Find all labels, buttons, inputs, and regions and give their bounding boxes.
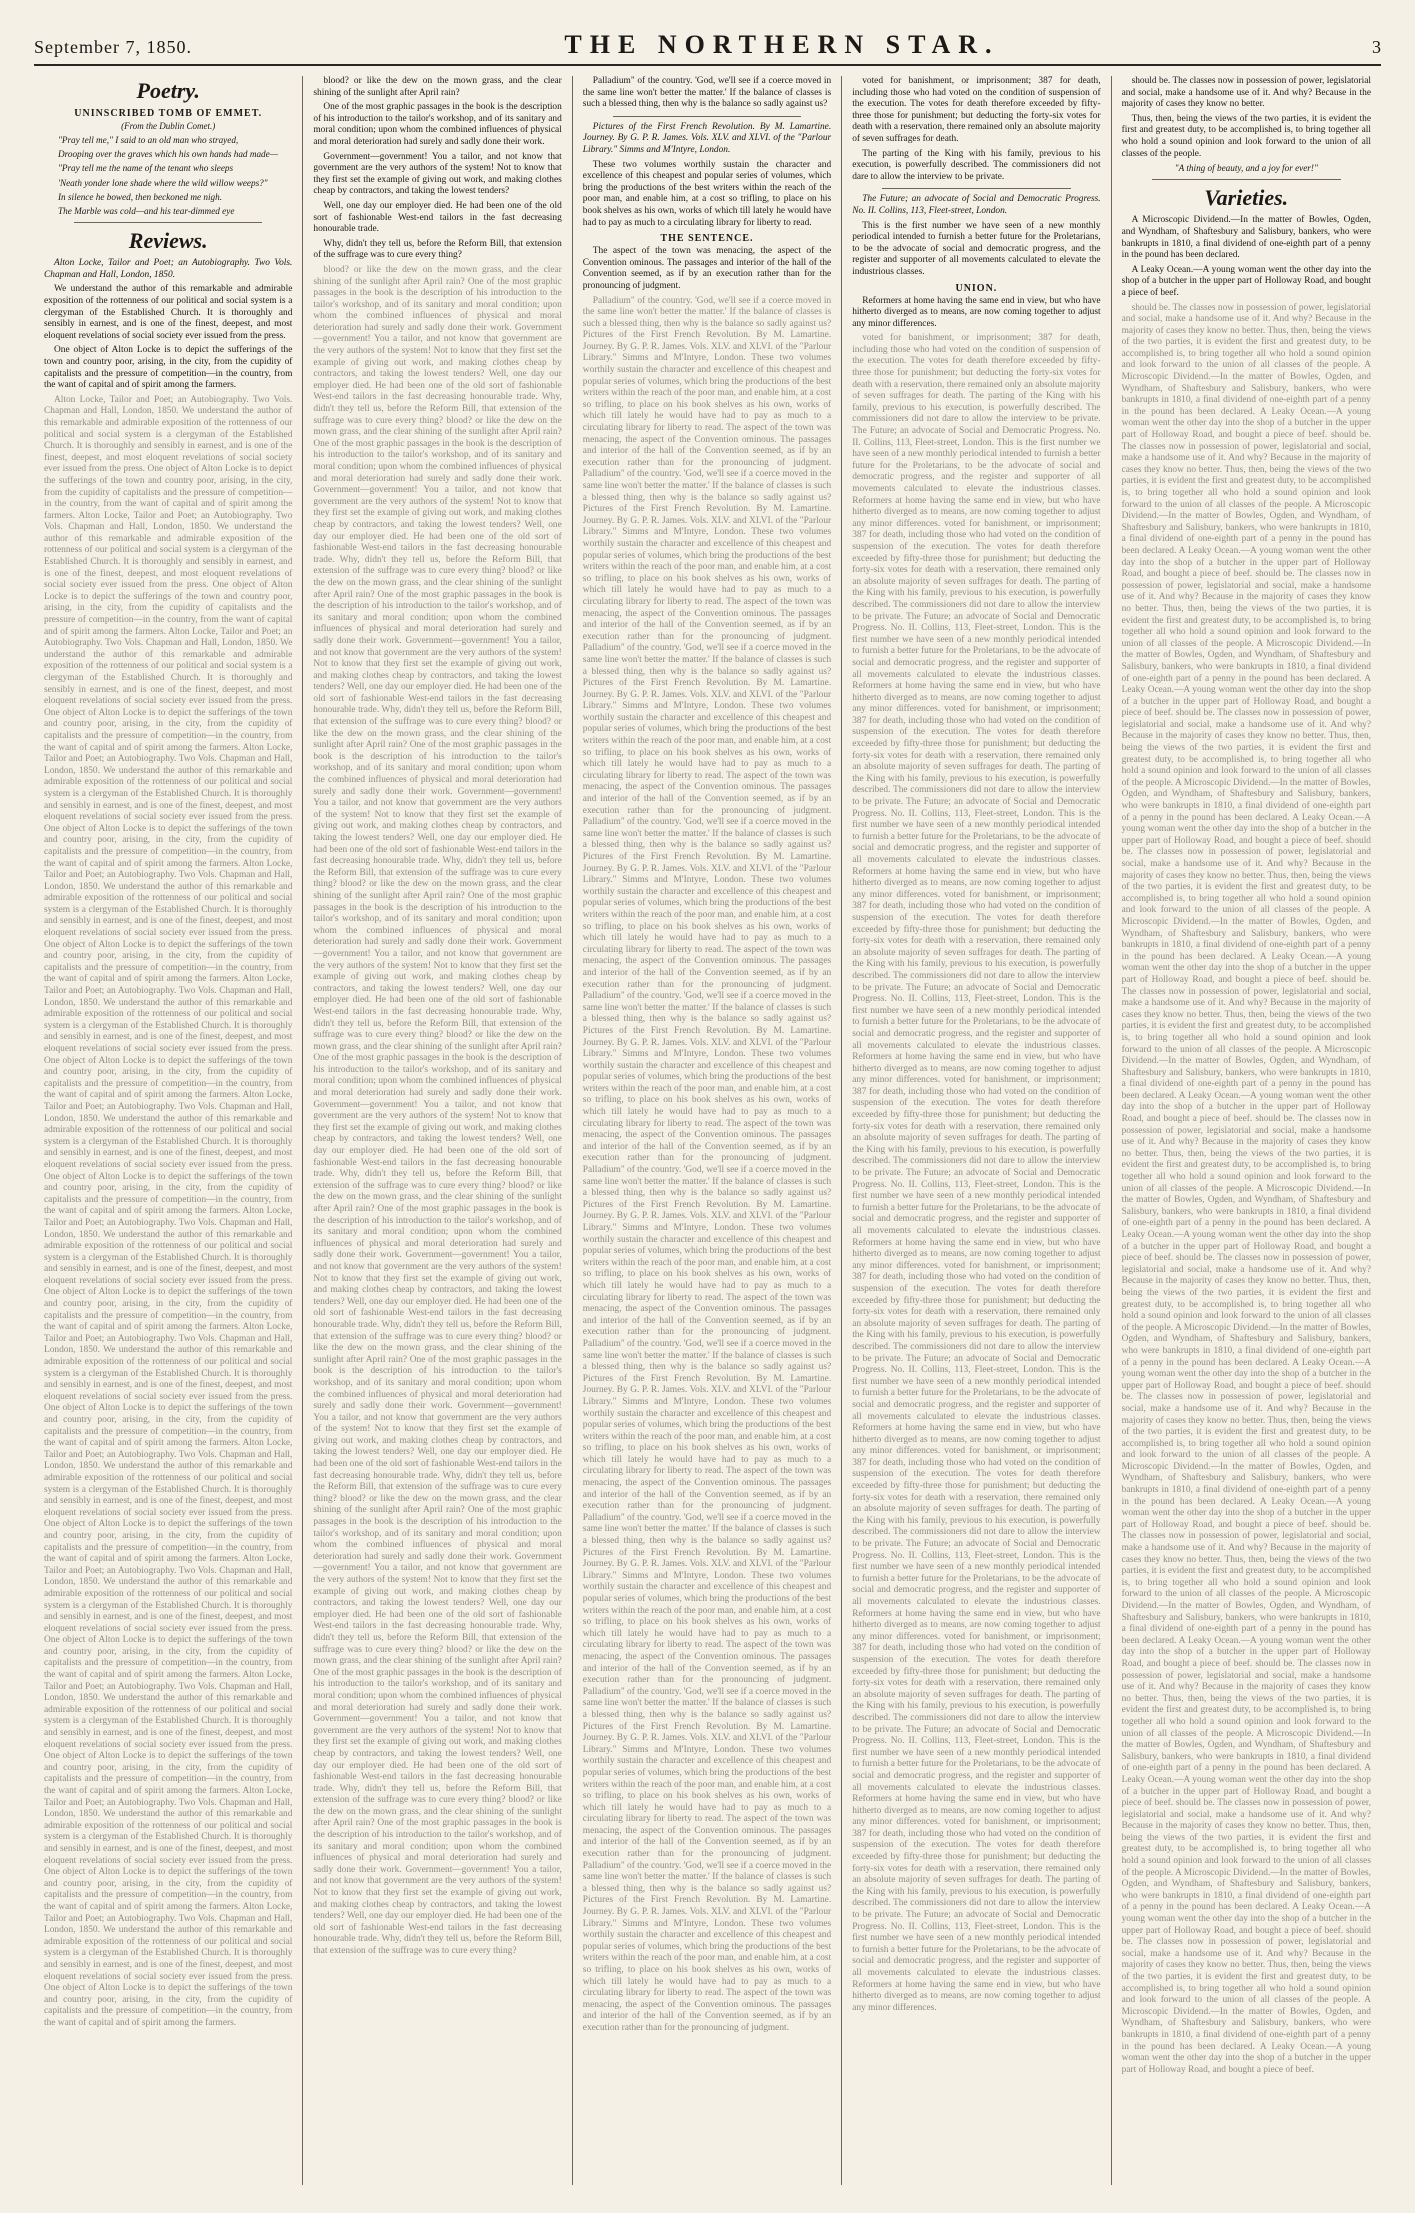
article-paragraph: voted for banishment, or imprisonment; 387 for death, including those who had voted on the condition of suspension of the execution. The votes for death therefore exceeded by fifty-three those for punishment; but deducting the forty-six votes for death with a reservation, there remained only an absolute majority of seven suffrages for death. (852, 76, 1101, 144)
article-paragraph: A Leaky Ocean.—A young woman went the other day into the shop of a butcher in the upper part of Holloway Road, and bought a piece of beef. (1121, 264, 1371, 298)
poem-line: "Pray tell me," I said to an old man who strayed, (58, 135, 239, 145)
column-1 (34, 76, 303, 2185)
masthead-date: September 7, 1850. (34, 37, 192, 57)
article-paragraph: should be. The classes now in possession of power, legislatorial and social, make a handsome use of it. And why? Because in the majority of cases they know no better. Thus, then, being the views of the two parties, it is evident the first and greatest duty, to be accomplished is, to bring together all who hold a sound opinion and look forward to the union of all classes of the people. A Microscopic Dividend.—In the matter of Bowles, Ogden, and Wyndham, of Shaftesbury and Salisbury, bankers, who were bankrupts in 1810, a final dividend of one-eighth part of a penny in the pound has been declared. A Leaky Ocean.—A young woman went the other day into the shop of a butcher in the upper part of Holloway Road, and bought a piece of beef. should be. The classes now in possession of power, legislatorial and social, make a handsome use of it. And why? Because in the majority of cases they know no better. Thus, then, being the views of the two parties, it is evident the first and greatest duty, to be accomplished is, to bring together all who hold a sound opinion and look forward to the union of all classes of the people. A Microscopic Dividend.—In the matter of Bowles, Ogden, and Wyndham, of Shaftesbury and Salisbury, bankers, who were bankrupts in 1810, a final dividend of one-eighth part of a penny in the pound has been declared. A Leaky Ocean.—A young woman went the other day into the shop of a butcher in the upper part of Holloway Road, and bought a piece of beef. should be. The classes now in possession of power, legislatorial and social, make a handsome use of it. And why? Because in the majority of cases they know no better. Thus, then, being the views of the two parties, it is evident the first and greatest duty, to be accomplished is, to bring together all who hold a sound opinion and look forward to the union of all classes of the people. A Microscopic Dividend.—In the matter of Bowles, Ogden, and Wyndham, of Shaftesbury and Salisbury, bankers, who were bankrupts in 1810, a final dividend of one-eighth part of a penny in the pound has been declared. A Leaky Ocean.—A young woman went the other day into the shop of a butcher in the upper part of Holloway Road, and bought a piece of beef. should be. The classes now in possession of power, legislatorial and social, make a handsome use of it. And why? Because in the majority of cases they know no better. Thus, then, being the views of the two parties, it is evident the first and greatest duty, to be accomplished is, to bring together all who hold a sound opinion and look forward to the union of all classes of the people. A Microscopic Dividend.—In the matter of Bowles, Ogden, and Wyndham, of Shaftesbury and Salisbury, bankers, who were bankrupts in 1810, a final dividend of one-eighth part of a penny in the pound has been declared. A Leaky Ocean.—A young woman went the other day into the shop of a butcher in the upper part of Holloway Road, and bought a piece of beef. should be. The classes now in possession of power, legislatorial and social, make a handsome use of it. And why? Because in the majority of cases they know no better. Thus, then, being the views of the two parties, it is evident the first and greatest duty, to be accomplished is, to bring together all who hold a sound opinion and look forward to the union of all classes of the people. A Microscopic Dividend.—In the matter of Bowles, Ogden, and Wyndham, of Shaftesbury and Salisbury, bankers, who were bankrupts in 1810, a final dividend of one-eighth part of a penny in the pound has been declared. A Leaky Ocean.—A young woman went the other day into the shop of a butcher in the upper part of Holloway Road, and bought a piece of beef. should be. The classes now in possession of power, legislatorial and social, make a handsome use of it. And why? Because in the majority of cases they know no better. Thus, then, being the views of the two parties, it is evident the first and greatest duty, to be accomplished is, to bring together all who hold a sound opinion and look forward to the union of all classes of the people. A Microscopic Dividend.—In the matter of Bowles, Ogden, and Wyndham, of Shaftesbury and Salisbury, bankers, who were bankrupts in 1810, a final dividend of one-eighth part of a penny in the pound has been declared. A Leaky Ocean.—A young woman went the other day into the shop of a butcher in the upper part of Holloway Road, and bought a piece of beef. should be. The classes now in possession of power, legislatorial and social, make a handsome use of it. And why? Because in the majority of cases they know no better. Thus, then, being the views of the two parties, it is evident the first and greatest duty, to be accomplished is, to bring together all who hold a sound opinion and look forward to the union of all classes of the people. A Microscopic Dividend.—In the matter of Bowles, Ogden, and Wyndham, of Shaftesbury and Salisbury, bankers, who were bankrupts in 1810, a final dividend of one-eighth part of a penny in the pound has been declared. A Leaky Ocean.—A young woman went the other day into the shop of a butcher in the upper part of Holloway Road, and bought a piece of beef. should be. The classes now in possession of power, legislatorial and social, make a handsome use of it. And why? Because in the majority of cases they know no better. Thus, then, being the views of the two parties, it is evident the first and greatest duty, to be accomplished is, to bring together all who hold a sound opinion and look forward to the union of all classes of the people. A Microscopic Dividend.—In the matter of Bowles, Ogden, and Wyndham, of Shaftesbury and Salisbury, bankers, who were bankrupts in 1810, a final dividend of one-eighth part of a penny in the pound has been declared. A Leaky Ocean.—A young woman went the other day into the shop of a butcher in the upper part of Holloway Road, and bought a piece of beef. should be. The classes now in possession of power, legislatorial and social, make a handsome use of it. And why? Because in the majority of cases they know no better. Thus, then, being the views of the two parties, it is evident the first and greatest duty, to be accomplished is, to bring together all who hold a sound opinion and look forward to the union of all classes of the people. A Microscopic Dividend.—In the matter of Bowles, Ogden, and Wyndham, of Shaftesbury and Salisbury, bankers, who were bankrupts in 1810, a final dividend of one-eighth part of a penny in the pound has been declared. A Leaky Ocean.—A young woman went the other day into the shop of a butcher in the upper part of Holloway Road, and bought a piece of beef. should be. The classes now in possession of power, legislatorial and social, make a handsome use of it. And why? Because in the majority of cases they know no better. Thus, then, being the views of the two parties, it is evident the first and greatest duty, to be accomplished is, to bring together all who hold a sound opinion and look forward to the union of all classes of the people. A Microscopic Dividend.—In the matter of Bowles, Ogden, and Wyndham, of Shaftesbury and Salisbury, bankers, who were bankrupts in 1810, a final dividend of one-eighth part of a penny in the pound has been declared. A Leaky Ocean.—A young woman went the other day into the shop of a butcher in the upper part of Holloway Road, and bought a piece of beef. should be. The classes now in possession of power, legislatorial and social, make a handsome use of it. And why? Because in the majority of cases they know no better. Thus, then, being the views of the two parties, it is evident the first and greatest duty, to be accomplished is, to bring together all who hold a sound opinion and look forward to the union of all classes of the people. A Microscopic Dividend.—In the matter of Bowles, Ogden, and Wyndham, of Shaftesbury and Salisbury, bankers, who were bankrupts in 1810, a final dividend of one-eighth part of a penny in the pound has been declared. A Leaky Ocean.—A young woman went the other day into the shop of a butcher in the upper part of Holloway Road, and bought a piece of beef. should be. The classes now in possession of power, legislatorial and social, make a handsome use of it. And why? Because in the majority of cases they know no better. Thus, then, being the views of the two parties, it is evident the first and greatest duty, to be accomplished is, to bring together all who hold a sound opinion and look forward to the union of all classes of the people. A Microscopic Dividend.—In the matter of Bowles, Ogden, and Wyndham, of Shaftesbury and Salisbury, bankers, who were bankrupts in 1810, a final dividend of one-eighth part of a penny in the pound has been declared. A Leaky Ocean.—A young woman went the other day into the shop of a butcher in the upper part of Holloway Road, and bought a piece of beef. should be. The classes now in possession of power, legislatorial and social, make a handsome use of it. And why? Because in the majority of cases they know no better. Thus, then, being the views of the two parties, it is evident the first and greatest duty, to be accomplished is, to bring together all who hold a sound opinion and look forward to the union of all classes of the people. A Microscopic Dividend.—In the matter of Bowles, Ogden, and Wyndham, of Shaftesbury and Salisbury, bankers, who were bankrupts in 1810, a final dividend of one-eighth part of a penny in the pound has been declared. A Leaky Ocean.—A young woman went the other day into the shop of a butcher in the upper part of Holloway Road, and bought a piece of beef. (1121, 302, 1371, 2075)
review-title: Pictures of the First French Revolution. By M. Lamartine. Journey. By G. P. R. James. Vols. XLV. and XLVI. of the "Parlour Library." Simms and M'Intyre, London. (582, 121, 832, 155)
article-paragraph: blood? or like the dew on the mown grass, and the clear shining of the sunlight after April rain? One of the most graphic passages in the book is the description of his introduction to the tailor's workshop, and of its sanitary and moral condition; upon whom the combined influences of physical and moral deterioration had surely and sadly done their work. Government—government! You a tailor, and not know that government are the very authors of the system! Not to know that they first set the example of giving out work, and making clothes cheap by contractors, and taking the lowest tenders? Well, one day our employer died. He had been one of the old sort of fashionable West-end tailors in the fast decreasing honourable trade. Why, didn't they tell us, before the Reform Bill, that extension of the suffrage was to cure every thing? blood? or like the dew on the mown grass, and the clear shining of the sunlight after April rain? One of the most graphic passages in the book is the description of his introduction to the tailor's workshop, and of its sanitary and moral condition; upon whom the combined influences of physical and moral deterioration had surely and sadly done their work. Government—government! You a tailor, and not know that government are the very authors of the system! Not to know that they first set the example of giving out work, and making clothes cheap by contractors, and taking the lowest tenders? Well, one day our employer died. He had been one of the old sort of fashionable West-end tailors in the fast decreasing honourable trade. Why, didn't they tell us, before the Reform Bill, that extension of the suffrage was to cure every thing? blood? or like the dew on the mown grass, and the clear shining of the sunlight after April rain? One of the most graphic passages in the book is the description of his introduction to the tailor's workshop, and of its sanitary and moral condition; upon whom the combined influences of physical and moral deterioration had surely and sadly done their work. Government—government! You a tailor, and not know that government are the very authors of the system! Not to know that they first set the example of giving out work, and making clothes cheap by contractors, and taking the lowest tenders? Well, one day our employer died. He had been one of the old sort of fashionable West-end tailors in the fast decreasing honourable trade. Why, didn't they tell us, before the Reform Bill, that extension of the suffrage was to cure every thing? blood? or like the dew on the mown grass, and the clear shining of the sunlight after April rain? One of the most graphic passages in the book is the description of his introduction to the tailor's workshop, and of its sanitary and moral condition; upon whom the combined influences of physical and moral deterioration had surely and sadly done their work. Government—government! You a tailor, and not know that government are the very authors of the system! Not to know that they first set the example of giving out work, and making clothes cheap by contractors, and taking the lowest tenders? Well, one day our employer died. He had been one of the old sort of fashionable West-end tailors in the fast decreasing honourable trade. Why, didn't they tell us, before the Reform Bill, that extension of the suffrage was to cure every thing? blood? or like the dew on the mown grass, and the clear shining of the sunlight after April rain? One of the most graphic passages in the book is the description of his introduction to the tailor's workshop, and of its sanitary and moral condition; upon whom the combined influences of physical and moral deterioration had surely and sadly done their work. Government—government! You a tailor, and not know that government are the very authors of the system! Not to know that they first set the example of giving out work, and making clothes cheap by contractors, and taking the lowest tenders? Well, one day our employer died. He had been one of the old sort of fashionable West-end tailors in the fast decreasing honourable trade. Why, didn't they tell us, before the Reform Bill, that extension of the suffrage was to cure every thing? blood? or like the dew on the mown grass, and the clear shining of the sunlight after April rain? One of the most graphic passages in the book is the description of his introduction to the tailor's workshop, and of its sanitary and moral condition; upon whom the combined influences of physical and moral deterioration had surely and sadly done their work. Government—government! You a tailor, and not know that government are the very authors of the system! Not to know that they first set the example of giving out work, and making clothes cheap by contractors, and taking the lowest tenders? Well, one day our employer died. He had been one of the old sort of fashionable West-end tailors in the fast decreasing honourable trade. Why, didn't they tell us, before the Reform Bill, that extension of the suffrage was to cure every thing? blood? or like the dew on the mown grass, and the clear shining of the sunlight after April rain? One of the most graphic passages in the book is the description of his introduction to the tailor's workshop, and of its sanitary and moral condition; upon whom the combined influences of physical and moral deterioration had surely and sadly done their work. Government—government! You a tailor, and not know that government are the very authors of the system! Not to know that they first set the example of giving out work, and making clothes cheap by contractors, and taking the lowest tenders? Well, one day our employer died. He had been one of the old sort of fashionable West-end tailors in the fast decreasing honourable trade. Why, didn't they tell us, before the Reform Bill, that extension of the suffrage was to cure every thing? blood? or like the dew on the mown grass, and the clear shining of the sunlight after April rain? One of the most graphic passages in the book is the description of his introduction to the tailor's workshop, and of its sanitary and moral condition; upon whom the combined influences of physical and moral deterioration had surely and sadly done their work. Government—government! You a tailor, and not know that government are the very authors of the system! Not to know that they first set the example of giving out work, and making clothes cheap by contractors, and taking the lowest tenders? Well, one day our employer died. He had been one of the old sort of fashionable West-end tailors in the fast decreasing honourable trade. Why, didn't they tell us, before the Reform Bill, that extension of the suffrage was to cure every thing? blood? or like the dew on the mown grass, and the clear shining of the sunlight after April rain? One of the most graphic passages in the book is the description of his introduction to the tailor's workshop, and of its sanitary and moral condition; upon whom the combined influences of physical and moral deterioration had surely and sadly done their work. Government—government! You a tailor, and not know that government are the very authors of the system! Not to know that they first set the example of giving out work, and making clothes cheap by contractors, and taking the lowest tenders? Well, one day our employer died. He had been one of the old sort of fashionable West-end tailors in the fast decreasing honourable trade. Why, didn't they tell us, before the Reform Bill, that extension of the suffrage was to cure every thing? blood? or like the dew on the mown grass, and the clear shining of the sunlight after April rain? One of the most graphic passages in the book is the description of his introduction to the tailor's workshop, and of its sanitary and moral condition; upon whom the combined influences of physical and moral deterioration had surely and sadly done their work. Government—government! You a tailor, and not know that government are the very authors of the system! Not to know that they first set the example of giving out work, and making clothes cheap by contractors, and taking the lowest tenders? Well, one day our employer died. He had been one of the old sort of fashionable West-end tailors in the fast decreasing honourable trade. Why, didn't they tell us, before the Reform Bill, that extension of the suffrage was to cure every thing? blood? or like the dew on the mown grass, and the clear shining of the sunlight after April rain? One of the most graphic passages in the book is the description of his introduction to the tailor's workshop, and of its sanitary and moral condition; upon whom the combined influences of physical and moral deterioration had surely and sadly done their work. Government—government! You a tailor, and not know that government are the very authors of the system! Not to know that they first set the example of giving out work, and making clothes cheap by contractors, and taking the lowest tenders? Well, one day our employer died. He had been one of the old sort of fashionable West-end tailors in the fast decreasing honourable trade. Why, didn't they tell us, before the Reform Bill, that extension of the suffrage was to cure every thing? (313, 264, 562, 1956)
article-paragraph: Thus, then, being the views of the two parties, it is evident the first and greatest duty, to be accomplished is, to bring together all who hold a sound opinion and look forward to the union of all classes of the people. (1121, 113, 1371, 159)
divider (882, 188, 1070, 189)
article-paragraph: voted for banishment, or imprisonment; 387 for death, including those who had voted on the condition of suspension of the execution. The votes for death therefore exceeded by fifty-three those for punishment; but deducting the forty-six votes for death with a reservation, there remained only an absolute majority of seven suffrages for death. The parting of the King with his family, previous to his execution, is powerfully described. The commissioners did not dare to allow the interview to be private. The Future; an advocate of Social and Democratic Progress. No. II. Collins, 113, Fleet-street, London. This is the first number we have seen of a new monthly periodical intended to furnish a better future for the Proletarians, to be the advocate of social and democratic progress, and the register and supporter of all movements calculated to elevate the industrious classes. Reformers at home having the same end in view, but who have hitherto diverged as to means, are now coming together to adjust any minor differences. voted for banishment, or imprisonment; 387 for death, including those who had voted on the condition of suspension of the execution. The votes for death therefore exceeded by fifty-three those for punishment; but deducting the forty-six votes for death with a reservation, there remained only an absolute majority of seven suffrages for death. The parting of the King with his family, previous to his execution, is powerfully described. The commissioners did not dare to allow the interview to be private. The Future; an advocate of Social and Democratic Progress. No. II. Collins, 113, Fleet-street, London. This is the first number we have seen of a new monthly periodical intended to furnish a better future for the Proletarians, to be the advocate of social and democratic progress, and the register and supporter of all movements calculated to elevate the industrious classes. Reformers at home having the same end in view, but who have hitherto diverged as to means, are now coming together to adjust any minor differences. voted for banishment, or imprisonment; 387 for death, including those who had voted on the condition of suspension of the execution. The votes for death therefore exceeded by fifty-three those for punishment; but deducting the forty-six votes for death with a reservation, there remained only an absolute majority of seven suffrages for death. The parting of the King with his family, previous to his execution, is powerfully described. The commissioners did not dare to allow the interview to be private. The Future; an advocate of Social and Democratic Progress. No. II. Collins, 113, Fleet-street, London. This is the first number we have seen of a new monthly periodical intended to furnish a better future for the Proletarians, to be the advocate of social and democratic progress, and the register and supporter of all movements calculated to elevate the industrious classes. Reformers at home having the same end in view, but who have hitherto diverged as to means, are now coming together to adjust any minor differences. voted for banishment, or imprisonment; 387 for death, including those who had voted on the condition of suspension of the execution. The votes for death therefore exceeded by fifty-three those for punishment; but deducting the forty-six votes for death with a reservation, there remained only an absolute majority of seven suffrages for death. The parting of the King with his family, previous to his execution, is powerfully described. The commissioners did not dare to allow the interview to be private. The Future; an advocate of Social and Democratic Progress. No. II. Collins, 113, Fleet-street, London. This is the first number we have seen of a new monthly periodical intended to furnish a better future for the Proletarians, to be the advocate of social and democratic progress, and the register and supporter of all movements calculated to elevate the industrious classes. Reformers at home having the same end in view, but who have hitherto diverged as to means, are now coming together to adjust any minor differences. voted for banishment, or imprisonment; 387 for death, including those who had voted on the condition of suspension of the execution. The votes for death therefore exceeded by fifty-three those for punishment; but deducting the forty-six votes for death with a reservation, there remained only an absolute majority of seven suffrages for death. The parting of the King with his family, previous to his execution, is powerfully described. The commissioners did not dare to allow the interview to be private. The Future; an advocate of Social and Democratic Progress. No. II. Collins, 113, Fleet-street, London. This is the first number we have seen of a new monthly periodical intended to furnish a better future for the Proletarians, to be the advocate of social and democratic progress, and the register and supporter of all movements calculated to elevate the industrious classes. Reformers at home having the same end in view, but who have hitherto diverged as to means, are now coming together to adjust any minor differences. voted for banishment, or imprisonment; 387 for death, including those who had voted on the condition of suspension of the execution. The votes for death therefore exceeded by fifty-three those for punishment; but deducting the forty-six votes for death with a reservation, there remained only an absolute majority of seven suffrages for death. The parting of the King with his family, previous to his execution, is powerfully described. The commissioners did not dare to allow the interview to be private. The Future; an advocate of Social and Democratic Progress. No. II. Collins, 113, Fleet-street, London. This is the first number we have seen of a new monthly periodical intended to furnish a better future for the Proletarians, to be the advocate of social and democratic progress, and the register and supporter of all movements calculated to elevate the industrious classes. Reformers at home having the same end in view, but who have hitherto diverged as to means, are now coming together to adjust any minor differences. voted for banishment, or imprisonment; 387 for death, including those who had voted on the condition of suspension of the execution. The votes for death therefore exceeded by fifty-three those for punishment; but deducting the forty-six votes for death with a reservation, there remained only an absolute majority of seven suffrages for death. The parting of the King with his family, previous to his execution, is powerfully described. The commissioners did not dare to allow the interview to be private. The Future; an advocate of Social and Democratic Progress. No. II. Collins, 113, Fleet-street, London. This is the first number we have seen of a new monthly periodical intended to furnish a better future for the Proletarians, to be the advocate of social and democratic progress, and the register and supporter of all movements calculated to elevate the industrious classes. Reformers at home having the same end in view, but who have hitherto diverged as to means, are now coming together to adjust any minor differences. voted for banishment, or imprisonment; 387 for death, including those who had voted on the condition of suspension of the execution. The votes for death therefore exceeded by fifty-three those for punishment; but deducting the forty-six votes for death with a reservation, there remained only an absolute majority of seven suffrages for death. The parting of the King with his family, previous to his execution, is powerfully described. The commissioners did not dare to allow the interview to be private. The Future; an advocate of Social and Democratic Progress. No. II. Collins, 113, Fleet-street, London. This is the first number we have seen of a new monthly periodical intended to furnish a better future for the Proletarians, to be the advocate of social and democratic progress, and the register and supporter of all movements calculated to elevate the industrious classes. Reformers at home having the same end in view, but who have hitherto diverged as to means, are now coming together to adjust any minor differences. voted for banishment, or imprisonment; 387 for death, including those who had voted on the condition of suspension of the execution. The votes for death therefore exceeded by fifty-three those for punishment; but deducting the forty-six votes for death with a reservation, there remained only an absolute majority of seven suffrages for death. The parting of the King with his family, previous to his execution, is powerfully described. The commissioners did not dare to allow the interview to be private. The Future; an advocate of Social and Democratic Progress. No. II. Collins, 113, Fleet-street, London. This is the first number we have seen of a new monthly periodical intended to furnish a better future for the Proletarians, to be the advocate of social and democratic progress, and the register and supporter of all movements calculated to elevate the industrious classes. Reformers at home having the same end in view, but who have hitherto diverged as to means, are now coming together to adjust any minor differences. (852, 333, 1101, 2013)
column-2 (303, 76, 572, 2185)
article-paragraph: This is the first number we have seen of a new monthly periodical intended to furnish a better future for the Proletarians, to be the advocate of social and democratic progress, and the register and supporter of all movements calculated to elevate the industrious classes. (852, 220, 1101, 277)
article-paragraph: We understand the author of this remarkable and admirable exposition of the rottenness of our political and social system is a clergyman of the Established Church. It is thoroughly and sensibly in earnest, and is one of the finest, deepest, and most eloquent revelations of social society ever issued from the press. (44, 284, 293, 341)
article-paragraph: Palladium" of the country. 'God, we'll see if a coerce moved in the same line won't better the matter.' If the balance of classes is such a blessed thing, then why is the balance so sadly against us? Pictures of the First French Revolution. By M. Lamartine. Journey. By G. P. R. James. Vols. XLV. and XLVI. of the "Parlour Library." Simms and M'Intyre, London. These two volumes worthily sustain the character and excellence of this cheapest and popular series of volumes, which bring the productions of the best writers within the reach of the poor man, and enable him, at a cost so trifling, to place on his book shelves as his own, works of which till lately he would have had to pay as much to a circulating library for liberty to read. The aspect of the town was menacing, the aspect of the Convention ominous. The passages and interior of the hall of the Convention seemed, as if by an execution rather than for the pronouncing of judgment. Palladium" of the country. 'God, we'll see if a coerce moved in the same line won't better the matter.' If the balance of classes is such a blessed thing, then why is the balance so sadly against us? Pictures of the First French Revolution. By M. Lamartine. Journey. By G. P. R. James. Vols. XLV. and XLVI. of the "Parlour Library." Simms and M'Intyre, London. These two volumes worthily sustain the character and excellence of this cheapest and popular series of volumes, which bring the productions of the best writers within the reach of the poor man, and enable him, at a cost so trifling, to place on his book shelves as his own, works of which till lately he would have had to pay as much to a circulating library for liberty to read. The aspect of the town was menacing, the aspect of the Convention ominous. The passages and interior of the hall of the Convention seemed, as if by an execution rather than for the pronouncing of judgment. Palladium" of the country. 'God, we'll see if a coerce moved in the same line won't better the matter.' If the balance of classes is such a blessed thing, then why is the balance so sadly against us? Pictures of the First French Revolution. By M. Lamartine. Journey. By G. P. R. James. Vols. XLV. and XLVI. of the "Parlour Library." Simms and M'Intyre, London. These two volumes worthily sustain the character and excellence of this cheapest and popular series of volumes, which bring the productions of the best writers within the reach of the poor man, and enable him, at a cost so trifling, to place on his book shelves as his own, works of which till lately he would have had to pay as much to a circulating library for liberty to read. The aspect of the town was menacing, the aspect of the Convention ominous. The passages and interior of the hall of the Convention seemed, as if by an execution rather than for the pronouncing of judgment. Palladium" of the country. 'God, we'll see if a coerce moved in the same line won't better the matter.' If the balance of classes is such a blessed thing, then why is the balance so sadly against us? Pictures of the First French Revolution. By M. Lamartine. Journey. By G. P. R. James. Vols. XLV. and XLVI. of the "Parlour Library." Simms and M'Intyre, London. These two volumes worthily sustain the character and excellence of this cheapest and popular series of volumes, which bring the productions of the best writers within the reach of the poor man, and enable him, at a cost so trifling, to place on his book shelves as his own, works of which till lately he would have had to pay as much to a circulating library for liberty to read. The aspect of the town was menacing, the aspect of the Convention ominous. The passages and interior of the hall of the Convention seemed, as if by an execution rather than for the pronouncing of judgment. Palladium" of the country. 'God, we'll see if a coerce moved in the same line won't better the matter.' If the balance of classes is such a blessed thing, then why is the balance so sadly against us? Pictures of the First French Revolution. By M. Lamartine. Journey. By G. P. R. James. Vols. XLV. and XLVI. of the "Parlour Library." Simms and M'Intyre, London. These two volumes worthily sustain the character and excellence of this cheapest and popular series of volumes, which bring the productions of the best writers within the reach of the poor man, and enable him, at a cost so trifling, to place on his book shelves as his own, works of which till lately he would have had to pay as much to a circulating library for liberty to read. The aspect of the town was menacing, the aspect of the Convention ominous. The passages and interior of the hall of the Convention seemed, as if by an execution rather than for the pronouncing of judgment. Palladium" of the country. 'God, we'll see if a coerce moved in the same line won't better the matter.' If the balance of classes is such a blessed thing, then why is the balance so sadly against us? Pictures of the First French Revolution. By M. Lamartine. Journey. By G. P. R. James. Vols. XLV. and XLVI. of the "Parlour Library." Simms and M'Intyre, London. These two volumes worthily sustain the character and excellence of this cheapest and popular series of volumes, which bring the productions of the best writers within the reach of the poor man, and enable him, at a cost so trifling, to place on his book shelves as his own, works of which till lately he would have had to pay as much to a circulating library for liberty to read. The aspect of the town was menacing, the aspect of the Convention ominous. The passages and interior of the hall of the Convention seemed, as if by an execution rather than for the pronouncing of judgment. Palladium" of the country. 'God, we'll see if a coerce moved in the same line won't better the matter.' If the balance of classes is such a blessed thing, then why is the balance so sadly against us? Pictures of the First French Revolution. By M. Lamartine. Journey. By G. P. R. James. Vols. XLV. and XLVI. of the "Parlour Library." Simms and M'Intyre, London. These two volumes worthily sustain the character and excellence of this cheapest and popular series of volumes, which bring the productions of the best writers within the reach of the poor man, and enable him, at a cost so trifling, to place on his book shelves as his own, works of which till lately he would have had to pay as much to a circulating library for liberty to read. The aspect of the town was menacing, the aspect of the Convention ominous. The passages and interior of the hall of the Convention seemed, as if by an execution rather than for the pronouncing of judgment. Palladium" of the country. 'God, we'll see if a coerce moved in the same line won't better the matter.' If the balance of classes is such a blessed thing, then why is the balance so sadly against us? Pictures of the First French Revolution. By M. Lamartine. Journey. By G. P. R. James. Vols. XLV. and XLVI. of the "Parlour Library." Simms and M'Intyre, London. These two volumes worthily sustain the character and excellence of this cheapest and popular series of volumes, which bring the productions of the best writers within the reach of the poor man, and enable him, at a cost so trifling, to place on his book shelves as his own, works of which till lately he would have had to pay as much to a circulating library for liberty to read. The aspect of the town was menacing, the aspect of the Convention ominous. The passages and interior of the hall of the Convention seemed, as if by an execution rather than for the pronouncing of judgment. Palladium" of the country. 'God, we'll see if a coerce moved in the same line won't better the matter.' If the balance of classes is such a blessed thing, then why is the balance so sadly against us? Pictures of the First French Revolution. By M. Lamartine. Journey. By G. P. R. James. Vols. XLV. and XLVI. of the "Parlour Library." Simms and M'Intyre, London. These two volumes worthily sustain the character and excellence of this cheapest and popular series of volumes, which bring the productions of the best writers within the reach of the poor man, and enable him, at a cost so trifling, to place on his book shelves as his own, works of which till lately he would have had to pay as much to a circulating library for liberty to read. The aspect of the town was menacing, the aspect of the Convention ominous. The passages and interior of the hall of the Convention seemed, as if by an execution rather than for the pronouncing of judgment. Palladium" of the country. 'God, we'll see if a coerce moved in the same line won't better the matter.' If the balance of classes is such a blessed thing, then why is the balance so sadly against us? Pictures of the First French Revolution. By M. Lamartine. Journey. By G. P. R. James. Vols. XLV. and XLVI. of the "Parlour Library." Simms and M'Intyre, London. These two volumes worthily sustain the character and excellence of this cheapest and popular series of volumes, which bring the productions of the best writers within the reach of the poor man, and enable him, at a cost so trifling, to place on his book shelves as his own, works of which till lately he would have had to pay as much to a circulating library for liberty to read. The aspect of the town was menacing, the aspect of the Convention ominous. The passages and interior of the hall of the Convention seemed, as if by an execution rather than for the pronouncing of judgment. (582, 295, 832, 2033)
article-paragraph: One of the most graphic passages in the book is the description of his introduction to the tailor's workshop, and of its sanitary and moral condition; upon whom the combined influences of physical and moral deterioration had surely and sadly done their work. (313, 102, 562, 147)
article-paragraph: Government—government! You a tailor, and not know that government are the very authors of the system! Not to know that they first set the example of giving out work, and making clothes cheap by contractors, and taking the lowest tenders? (313, 151, 562, 197)
poem-source: (From the Dublin Comet.) (121, 121, 216, 131)
masthead-title: THE NORTHERN STAR. (564, 30, 1000, 59)
article-paragraph: The aspect of the town was menacing, the aspect of the Convention ominous. The passages and interior of the hall of the Convention seemed, as if by an execution rather than for the pronouncing of judgment. (582, 246, 832, 291)
article-paragraph: A Microscopic Dividend.—In the matter of Bowles, Ogden, and Wyndham, of Shaftesbury and Salisbury, bankers, who were bankrupts in 1810, a final dividend of one-eighth part of a penny in the pound has been declared. (1121, 215, 1371, 261)
section-poetry: Poetry. (136, 78, 200, 103)
divider (1152, 179, 1341, 180)
article-paragraph: Reformers at home having the same end in view, but who have hitherto diverged as to means, are now coming together to adjust any minor differences. (852, 295, 1101, 329)
article-paragraph: Palladium" of the country. 'God, we'll see if a coerce moved in the same line won't better the matter.' If the balance of classes is such a blessed thing, then why is the balance so sadly against us? (582, 76, 832, 110)
article-paragraph: The parting of the King with his family, previous to his execution, is powerfully described. The commissioners did not dare to allow the interview to be private. (852, 148, 1101, 182)
article-paragraph: Why, didn't they tell us, before the Reform Bill, that extension of the suffrage was to cure every thing? (313, 238, 562, 261)
article-paragraph: Well, one day our employer died. He had been one of the old sort of fashionable West-end tailors in the fast decreasing honourable trade. (313, 200, 562, 235)
section-reviews: Reviews. (128, 228, 208, 254)
column-3 (573, 76, 842, 2185)
article-paragraph: These two volumes worthily sustain the character and excellence of this cheapest and popular series of volumes, which bring the productions of the best writers within the reach of the poor man, and enable him, at a cost so trifling, to place on his book shelves as his own, works of which till lately he would have had to pay as much to a circulating library for liberty to read. (582, 159, 832, 228)
column-4 (842, 76, 1111, 2185)
divider (613, 116, 801, 117)
review-title: Alton Locke, Tailor and Poet; an Autobiography. Two Vols. Chapman and Hall, London, 1850. (44, 258, 293, 280)
masthead (34, 30, 1381, 66)
poem-title: UNINSCRIBED TOMB OF EMMET. (74, 108, 263, 119)
article-paragraph: One object of Alton Locke is to depict the sufferings of the town and country poor, arising, in the city, from the cupidity of capitalists and the pressure of competition—in the country, from the want of capital and of spirit among the farmers. (44, 345, 293, 391)
article-paragraph: should be. The classes now in possession of power, legislatorial and social, make a handsome use of it. And why? Because in the majority of cases they know no better. (1121, 76, 1371, 110)
columns (34, 76, 1381, 2185)
section-varieties: Varieties. (1204, 185, 1289, 211)
quoted-verse: "A thing of beauty, and a joy for ever!" (1174, 163, 1318, 174)
review-title: The Future; an advocate of Social and Democratic Progress. No. II. Collins, 113, Fleet-street, London. (852, 194, 1101, 216)
subhead-the-sentence: THE SENTENCE. (660, 233, 754, 245)
subhead-union: UNION. (955, 282, 998, 294)
article-paragraph: Alton Locke, Tailor and Poet; an Autobiography. Two Vols. Chapman and Hall, London, 1850. We understand the author of this remarkable and admirable exposition of the rottenness of our political and social system is a clergyman of the Established Church. It is thoroughly and sensibly in earnest, and is one of the finest, deepest, and most eloquent revelations of social society ever issued from the press. One object of Alton Locke is to depict the sufferings of the town and country poor, arising, in the city, from the cupidity of capitalists and the pressure of competition—in the country, from the want of capital and of spirit among the farmers. Alton Locke, Tailor and Poet; an Autobiography. Two Vols. Chapman and Hall, London, 1850. We understand the author of this remarkable and admirable exposition of the rottenness of our political and social system is a clergyman of the Established Church. It is thoroughly and sensibly in earnest, and is one of the finest, deepest, and most eloquent revelations of social society ever issued from the press. One object of Alton Locke is to depict the sufferings of the town and country poor, arising, in the city, from the cupidity of capitalists and the pressure of competition—in the country, from the want of capital and of spirit among the farmers. Alton Locke, Tailor and Poet; an Autobiography. Two Vols. Chapman and Hall, London, 1850. We understand the author of this remarkable and admirable exposition of the rottenness of our political and social system is a clergyman of the Established Church. It is thoroughly and sensibly in earnest, and is one of the finest, deepest, and most eloquent revelations of social society ever issued from the press. One object of Alton Locke is to depict the sufferings of the town and country poor, arising, in the city, from the cupidity of capitalists and the pressure of competition—in the country, from the want of capital and of spirit among the farmers. Alton Locke, Tailor and Poet; an Autobiography. Two Vols. Chapman and Hall, London, 1850. We understand the author of this remarkable and admirable exposition of the rottenness of our political and social system is a clergyman of the Established Church. It is thoroughly and sensibly in earnest, and is one of the finest, deepest, and most eloquent revelations of social society ever issued from the press. One object of Alton Locke is to depict the sufferings of the town and country poor, arising, in the city, from the cupidity of capitalists and the pressure of competition—in the country, from the want of capital and of spirit among the farmers. Alton Locke, Tailor and Poet; an Autobiography. Two Vols. Chapman and Hall, London, 1850. We understand the author of this remarkable and admirable exposition of the rottenness of our political and social system is a clergyman of the Established Church. It is thoroughly and sensibly in earnest, and is one of the finest, deepest, and most eloquent revelations of social society ever issued from the press. One object of Alton Locke is to depict the sufferings of the town and country poor, arising, in the city, from the cupidity of capitalists and the pressure of competition—in the country, from the want of capital and of spirit among the farmers. Alton Locke, Tailor and Poet; an Autobiography. Two Vols. Chapman and Hall, London, 1850. We understand the author of this remarkable and admirable exposition of the rottenness of our political and social system is a clergyman of the Established Church. It is thoroughly and sensibly in earnest, and is one of the finest, deepest, and most eloquent revelations of social society ever issued from the press. One object of Alton Locke is to depict the sufferings of the town and country poor, arising, in the city, from the cupidity of capitalists and the pressure of competition—in the country, from the want of capital and of spirit among the farmers. Alton Locke, Tailor and Poet; an Autobiography. Two Vols. Chapman and Hall, London, 1850. We understand the author of this remarkable and admirable exposition of the rottenness of our political and social system is a clergyman of the Established Church. It is thoroughly and sensibly in earnest, and is one of the finest, deepest, and most eloquent revelations of social society ever issued from the press. One object of Alton Locke is to depict the sufferings of the town and country poor, arising, in the city, from the cupidity of capitalists and the pressure of competition—in the country, from the want of capital and of spirit among the farmers. Alton Locke, Tailor and Poet; an Autobiography. Two Vols. Chapman and Hall, London, 1850. We understand the author of this remarkable and admirable exposition of the rottenness of our political and social system is a clergyman of the Established Church. It is thoroughly and sensibly in earnest, and is one of the finest, deepest, and most eloquent revelations of social society ever issued from the press. One object of Alton Locke is to depict the sufferings of the town and country poor, arising, in the city, from the cupidity of capitalists and the pressure of competition—in the country, from the want of capital and of spirit among the farmers. Alton Locke, Tailor and Poet; an Autobiography. Two Vols. Chapman and Hall, London, 1850. We understand the author of this remarkable and admirable exposition of the rottenness of our political and social system is a clergyman of the Established Church. It is thoroughly and sensibly in earnest, and is one of the finest, deepest, and most eloquent revelations of social society ever issued from the press. One object of Alton Locke is to depict the sufferings of the town and country poor, arising, in the city, from the cupidity of capitalists and the pressure of competition—in the country, from the want of capital and of spirit among the farmers. Alton Locke, Tailor and Poet; an Autobiography. Two Vols. Chapman and Hall, London, 1850. We understand the author of this remarkable and admirable exposition of the rottenness of our political and social system is a clergyman of the Established Church. It is thoroughly and sensibly in earnest, and is one of the finest, deepest, and most eloquent revelations of social society ever issued from the press. One object of Alton Locke is to depict the sufferings of the town and country poor, arising, in the city, from the cupidity of capitalists and the pressure of competition—in the country, from the want of capital and of spirit among the farmers. Alton Locke, Tailor and Poet; an Autobiography. Two Vols. Chapman and Hall, London, 1850. We understand the author of this remarkable and admirable exposition of the rottenness of our political and social system is a clergyman of the Established Church. It is thoroughly and sensibly in earnest, and is one of the finest, deepest, and most eloquent revelations of social society ever issued from the press. One object of Alton Locke is to depict the sufferings of the town and country poor, arising, in the city, from the cupidity of capitalists and the pressure of competition—in the country, from the want of capital and of spirit among the farmers. Alton Locke, Tailor and Poet; an Autobiography. Two Vols. Chapman and Hall, London, 1850. We understand the author of this remarkable and admirable exposition of the rottenness of our political and social system is a clergyman of the Established Church. It is thoroughly and sensibly in earnest, and is one of the finest, deepest, and most eloquent revelations of social society ever issued from the press. One object of Alton Locke is to depict the sufferings of the town and country poor, arising, in the city, from the cupidity of capitalists and the pressure of competition—in the country, from the want of capital and of spirit among the farmers. Alton Locke, Tailor and Poet; an Autobiography. Two Vols. Chapman and Hall, London, 1850. We understand the author of this remarkable and admirable exposition of the rottenness of our political and social system is a clergyman of the Established Church. It is thoroughly and sensibly in earnest, and is one of the finest, deepest, and most eloquent revelations of social society ever issued from the press. One object of Alton Locke is to depict the sufferings of the town and country poor, arising, in the city, from the cupidity of capitalists and the pressure of competition—in the country, from the want of capital and of spirit among the farmers. Alton Locke, Tailor and Poet; an Autobiography. Two Vols. Chapman and Hall, London, 1850. We understand the author of this remarkable and admirable exposition of the rottenness of our political and social system is a clergyman of the Established Church. It is thoroughly and sensibly in earnest, and is one of the finest, deepest, and most eloquent revelations of social society ever issued from the press. One object of Alton Locke is to depict the sufferings of the town and country poor, arising, in the city, from the cupidity of capitalists and the pressure of competition—in the country, from the want of capital and of spirit among the farmers. (44, 394, 293, 2028)
divider (74, 222, 262, 223)
article-paragraph: blood? or like the dew on the mown grass, and the clear shining of the sunlight after April rain? (313, 76, 562, 98)
poem-line: The Marble was cold—and his tear-dimmed eye (58, 206, 235, 217)
page-number: 3 (1371, 37, 1381, 57)
poem-line: "Pray tell me the name of the tenant who sleeps (58, 163, 234, 174)
column-5 (1112, 76, 1381, 2185)
poem-line: In silence he bowed, then beckoned me nigh. (58, 191, 223, 202)
poem-line: 'Neath yonder lone shade where the wild willow weeps?" (58, 177, 268, 188)
poem-line: Drooping over the graves which his own hands had made— (58, 149, 278, 160)
